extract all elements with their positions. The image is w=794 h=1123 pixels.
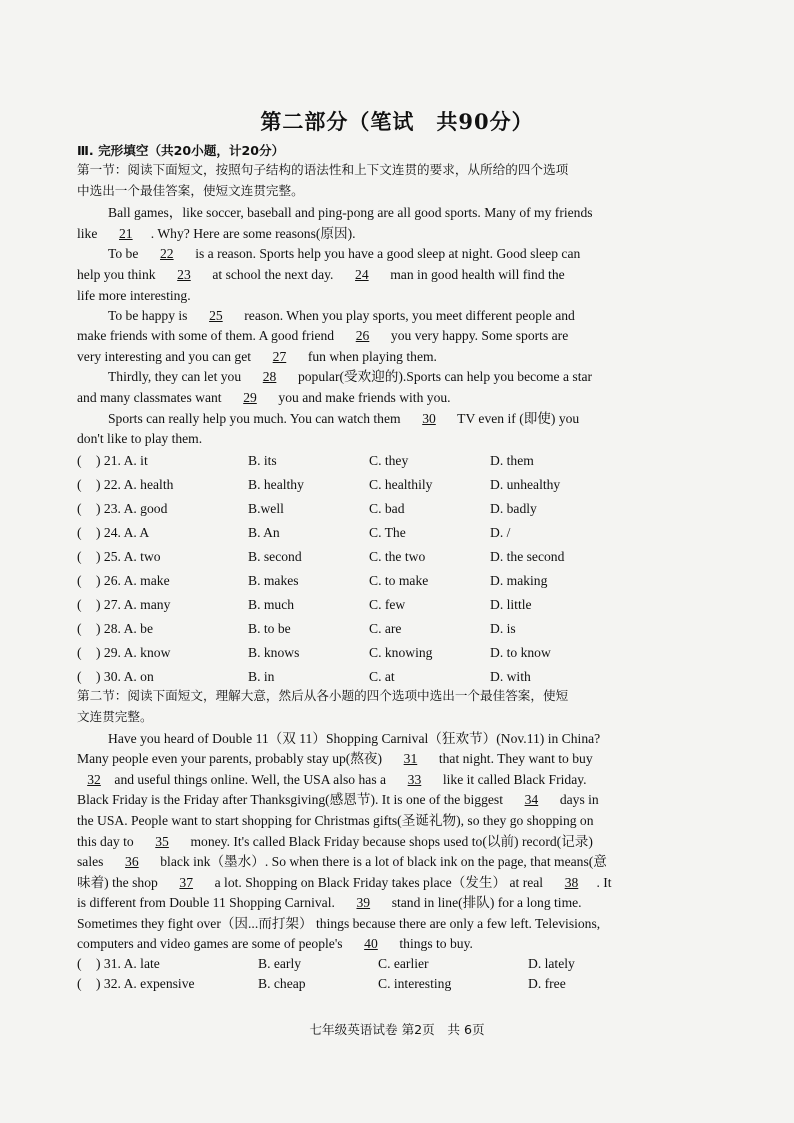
option-d[interactable]: D. the second bbox=[490, 549, 565, 564]
option-a[interactable]: ) 21. A. it bbox=[96, 453, 148, 468]
option-c[interactable]: C. the two bbox=[369, 549, 426, 564]
blank-38: 38 bbox=[564, 875, 579, 890]
blank-27: 27 bbox=[272, 349, 287, 364]
option-d[interactable]: D. making bbox=[490, 573, 548, 588]
option-c[interactable]: C. are bbox=[369, 621, 402, 636]
option-a[interactable]: ) 30. A. on bbox=[96, 669, 154, 684]
blank-31: 31 bbox=[403, 751, 418, 766]
instructions-line: 中选出一个最佳答案，使短文连贯完整。 bbox=[77, 183, 304, 198]
page-footer: 七年级英语试卷 第2页 共 6页 bbox=[309, 1022, 485, 1037]
blank-23: 23 bbox=[177, 267, 191, 282]
option-a[interactable]: ) 32. A. expensive bbox=[96, 976, 195, 991]
option-d[interactable]: D. to know bbox=[490, 645, 551, 660]
instructions-line: 文连贯完整。 bbox=[77, 709, 153, 724]
blank-28: 28 bbox=[262, 369, 277, 384]
blank-22: 22 bbox=[160, 246, 174, 261]
passage-line: 32 and useful things online. Well, the USA also has a 33 like it called Black Friday. bbox=[77, 772, 587, 788]
passage-line: is different from Double 11 Shopping Carnival. 39 stand in line(排队) for a long time. bbox=[77, 895, 582, 910]
option-d[interactable]: D. with bbox=[490, 669, 531, 684]
option-a[interactable]: ) 26. A. make bbox=[96, 573, 170, 588]
option-a[interactable]: ) 23. A. good bbox=[96, 501, 168, 516]
option-c[interactable]: C. they bbox=[369, 453, 409, 468]
option-b[interactable]: B. healthy bbox=[248, 477, 304, 492]
option-a[interactable]: ) 28. A. be bbox=[96, 621, 154, 636]
option-c[interactable]: C. healthily bbox=[369, 477, 433, 492]
page-title: 第二部分（笔试 共90分） bbox=[260, 109, 534, 134]
passage-line: this day to 35 money. It's called Black Friday because shops used to(以前) record(记录) bbox=[77, 834, 593, 849]
passage-line: Black Friday is the Friday after Thanksgiving(感恩节). It is one of the biggest 34 days in bbox=[77, 792, 599, 807]
answer-paren[interactable]: ( bbox=[77, 956, 82, 971]
answer-paren[interactable]: ( bbox=[77, 976, 82, 991]
instructions-line: 第二节：阅读下面短文，理解大意，然后从各小题的四个选项中选出一个最佳答案，使短 bbox=[77, 688, 569, 703]
option-d[interactable]: D. them bbox=[490, 453, 534, 468]
answer-paren[interactable]: ( bbox=[77, 501, 82, 516]
option-c[interactable]: C. knowing bbox=[369, 645, 433, 660]
option-b[interactable]: B. early bbox=[258, 956, 302, 971]
option-c[interactable]: C. to make bbox=[369, 573, 429, 588]
blank-29: 29 bbox=[243, 390, 257, 405]
option-a[interactable]: ) 22. A. health bbox=[96, 477, 174, 492]
option-d[interactable]: D. lately bbox=[528, 956, 575, 971]
option-b[interactable]: B.well bbox=[248, 501, 284, 516]
blank-26: 26 bbox=[355, 328, 370, 343]
blank-33: 33 bbox=[407, 772, 422, 787]
option-b[interactable]: B. to be bbox=[248, 621, 291, 636]
answer-paren[interactable]: ( bbox=[77, 549, 82, 564]
blank-25: 25 bbox=[209, 308, 223, 323]
option-d[interactable]: D. / bbox=[490, 525, 511, 540]
blank-21: 21 bbox=[119, 226, 133, 241]
blank-34: 34 bbox=[524, 792, 539, 807]
option-c[interactable]: C. interesting bbox=[378, 976, 452, 991]
option-c[interactable]: C. earlier bbox=[378, 956, 429, 971]
passage-line: don't like to play them. bbox=[77, 431, 203, 446]
blank-40: 40 bbox=[364, 936, 378, 951]
option-d[interactable]: D. little bbox=[490, 597, 532, 612]
answer-paren[interactable]: ( bbox=[77, 573, 82, 588]
passage-line: Sports can really help you much. You can watch them 30 TV even if (即使) you bbox=[108, 411, 580, 426]
answer-paren[interactable]: ( bbox=[77, 669, 82, 684]
blank-30: 30 bbox=[422, 411, 436, 426]
blank-35: 35 bbox=[155, 834, 169, 849]
passage-line: Sometimes they fight over（因...而打架） things because there are only a few left. Televisions, bbox=[77, 916, 601, 931]
answer-paren[interactable]: ( bbox=[77, 645, 82, 660]
option-b[interactable]: B. makes bbox=[248, 573, 299, 588]
passage-line: Ball games，like soccer, baseball and ping-pong are all good sports. Many of my friends bbox=[108, 205, 593, 220]
option-b[interactable]: B. much bbox=[248, 597, 295, 612]
option-d[interactable]: D. unhealthy bbox=[490, 477, 561, 492]
passage-line: and many classmates want 29 you and make friends with you. bbox=[77, 390, 451, 405]
option-c[interactable]: C. few bbox=[369, 597, 406, 612]
option-d[interactable]: D. free bbox=[528, 976, 566, 991]
passage-line: help you think 23 at school the next day. 24 man in good health will find the bbox=[77, 267, 565, 282]
blank-39: 39 bbox=[356, 895, 371, 910]
answer-paren[interactable]: ( bbox=[77, 525, 82, 540]
option-d[interactable]: D. is bbox=[490, 621, 516, 636]
passage-line: 味着) the shop 37 a lot. Shopping on Black Friday takes place（发生） at real 38 . It bbox=[77, 875, 612, 890]
option-b[interactable]: B. cheap bbox=[258, 976, 306, 991]
passage-line: make friends with some of them. A good friend 26 you very happy. Some sports are bbox=[77, 328, 569, 343]
passage-line: To be happy is 25 reason. When you play sports, you meet different people and bbox=[108, 308, 575, 323]
passage-line: Many people even your parents, probably stay up(熬夜) 31 that night. They want to buy bbox=[77, 751, 593, 766]
blank-24: 24 bbox=[355, 267, 369, 282]
option-a[interactable]: ) 25. A. two bbox=[96, 549, 161, 564]
option-b[interactable]: B. second bbox=[248, 549, 302, 564]
section-heading: Ⅲ. 完形填空（共20小题，计20分） bbox=[77, 143, 285, 158]
option-a[interactable]: ) 31. A. late bbox=[96, 956, 160, 971]
option-b[interactable]: B. knows bbox=[248, 645, 300, 660]
option-a[interactable]: ) 27. A. many bbox=[96, 597, 171, 612]
option-c[interactable]: C. bad bbox=[369, 501, 405, 516]
blank-32: 32 bbox=[87, 772, 101, 787]
instructions-line: 第一节：阅读下面短文，按照句子结构的语法性和上下文连贯的要求，从所给的四个选项 bbox=[77, 162, 569, 177]
option-c[interactable]: C. at bbox=[369, 669, 395, 684]
option-a[interactable]: ) 24. A. A bbox=[96, 525, 150, 540]
option-c[interactable]: C. The bbox=[369, 525, 406, 540]
passage-line: life more interesting. bbox=[77, 288, 191, 303]
option-d[interactable]: D. badly bbox=[490, 501, 537, 516]
answer-paren[interactable]: ( bbox=[77, 621, 82, 636]
answer-paren[interactable]: ( bbox=[77, 477, 82, 492]
passage-line: computers and video games are some of people's 40 things to buy. bbox=[77, 936, 473, 951]
passage-line: Thirdly, they can let you 28 popular(受欢迎的).Sports can help you become a star bbox=[108, 369, 593, 384]
passage-line: like 21 . Why? Here are some reasons(原因). bbox=[77, 226, 356, 241]
option-b[interactable]: B. its bbox=[248, 453, 277, 468]
passage-line: very interesting and you can get 27 fun when playing them. bbox=[77, 349, 437, 364]
option-b[interactable]: B. in bbox=[248, 669, 275, 684]
option-a[interactable]: ) 29. A. know bbox=[96, 645, 171, 660]
blank-36: 36 bbox=[125, 854, 139, 869]
option-b[interactable]: B. An bbox=[248, 525, 280, 540]
passage-line: To be 22 is a reason. Sports help you have a good sleep at night. Good sleep can bbox=[108, 246, 581, 261]
blank-37: 37 bbox=[179, 875, 194, 890]
passage-line: the USA. People want to start shopping for Christmas gifts(圣诞礼物), so they go shopping on bbox=[77, 813, 594, 828]
answer-paren[interactable]: ( bbox=[77, 597, 82, 612]
passage-line: Have you heard of Double 11（双 11）Shopping Carnival（狂欢节）(Nov.11) in China? bbox=[108, 731, 601, 746]
passage-line: sales 36 black ink（墨水）. So when there is a lot of black ink on the page, that means(意 bbox=[77, 854, 607, 869]
answer-paren[interactable]: ( bbox=[77, 453, 82, 468]
